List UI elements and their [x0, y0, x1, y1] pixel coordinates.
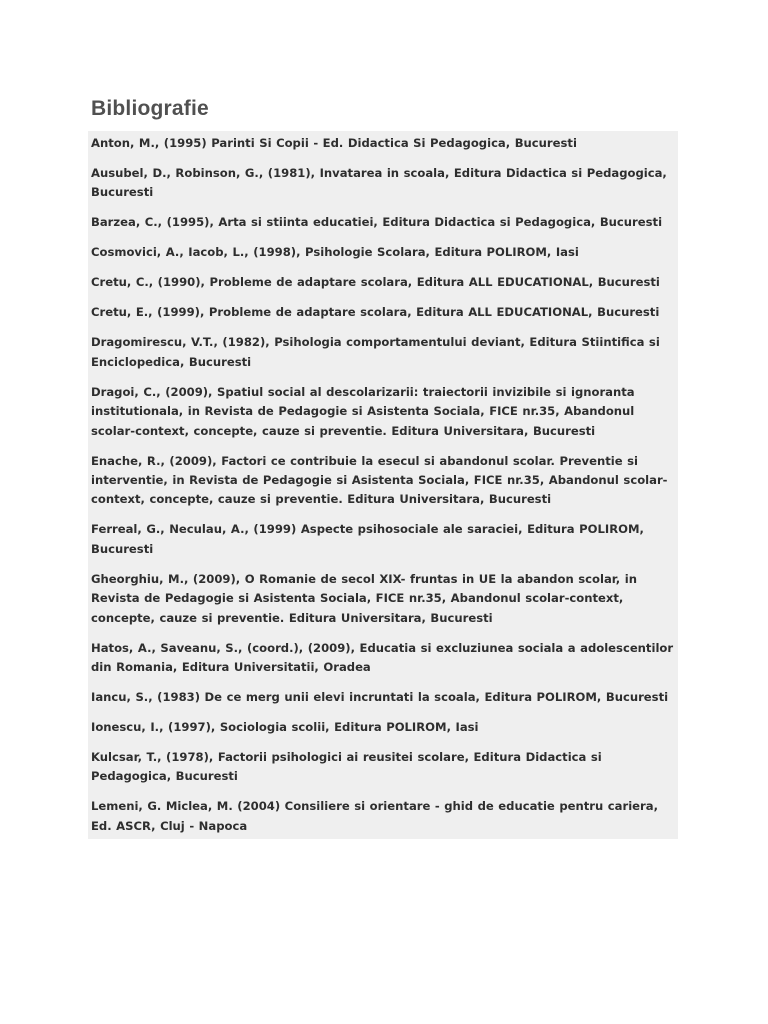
bibliography-entry: Ausubel, D., Robinson, G., (1981), Invatarea in scoala, Editura Didactica si Pedagogica, Bucuresti [91, 166, 667, 200]
bibliography-entry: Cretu, E., (1999), Probleme de adaptare scolara, Editura ALL EDUCATIONAL, Bucuresti [91, 305, 660, 320]
bibliography-entry: Barzea, C., (1995), Arta si stiinta educatiei, Editura Didactica si Pedagogica, Bucuresti [91, 215, 663, 230]
bibliography-entry: Cosmovici, A., Iacob, L., (1998), Psihologie Scolara, Editura POLIROM, Iasi [91, 245, 579, 260]
bibliography-list [91, 134, 674, 836]
bibliography-entry: Kulcsar, T., (1978), Factorii psihologici ai reusitei scolare, Editura Didactica si Pedagogica, Bucuresti [91, 750, 602, 784]
bibliography-entry: Anton, M., (1995) Parinti Si Copii - Ed. Didactica Si Pedagogica, Bucuresti [91, 136, 577, 150]
bibliography-entry: Iancu, S., (1983) De ce merg unii elevi incruntati la scoala, Editura POLIROM, Bucuresti [91, 690, 669, 705]
bibliography-entry: Hatos, A., Saveanu, S., (coord.), (2009), Educatia si excluziunea sociala a adolescentilor din Romania, Editura Universitatii, Oradea [91, 640, 674, 675]
bibliography-entry: Cretu, C., (1990), Probleme de adaptare scolara, Editura ALL EDUCATIONAL, Bucuresti [91, 275, 660, 290]
page-title: Bibliografie [91, 97, 209, 120]
bibliography-entry: Lemeni, G. Miclea, M. (2004) Consiliere si orientare - ghid de educatie pentru cariera, Ed. ASCR, Cluj - Napoca [91, 799, 658, 833]
bibliography-entry: Enache, R., (2009), Factori ce contribuie la esecul si abandonul scolar. Preventie si interventie, in Revista de Pedagogie si Asistenta Sociala, FICE nr.35, Abandonul scolar-context, concepte, cauze si preventie. Editura Universitara, Bucuresti [91, 453, 668, 507]
bibliography-entry: Ferreal, G., Neculau, A., (1999) Aspecte psihosociale ale saraciei, Editura POLIROM, Bucuresti [91, 522, 644, 556]
bibliography-block [88, 131, 678, 839]
bibliography-entry: Dragomirescu, V.T., (1982), Psihologia comportamentului deviant, Editura Stiintifica si Enciclopedica, Bucuresti [91, 335, 660, 369]
bibliography-entry: Gheorghiu, M., (2009), O Romanie de secol XIX- fruntas in UE la abandon scolar, in Revista de Pedagogie si Asistenta Sociala, FICE nr.35, Abandonul scolar-context, concepte, cauze si preventie. Editura Universitara, Bucuresti [91, 571, 637, 625]
bibliography-entry: Dragoi, C., (2009), Spatiul social al descolarizarii: traiectorii invizibile si ignoranta institutionala, in Revista de Pedagogie si Asistenta Sociala, FICE nr.35, Abandonul scolar-context, concepte, cauze si preventie. Editura Universitara, Bucuresti [91, 384, 635, 438]
bibliography-entry: Ionescu, I., (1997), Sociologia scolii, Editura POLIROM, Iasi [91, 720, 479, 735]
